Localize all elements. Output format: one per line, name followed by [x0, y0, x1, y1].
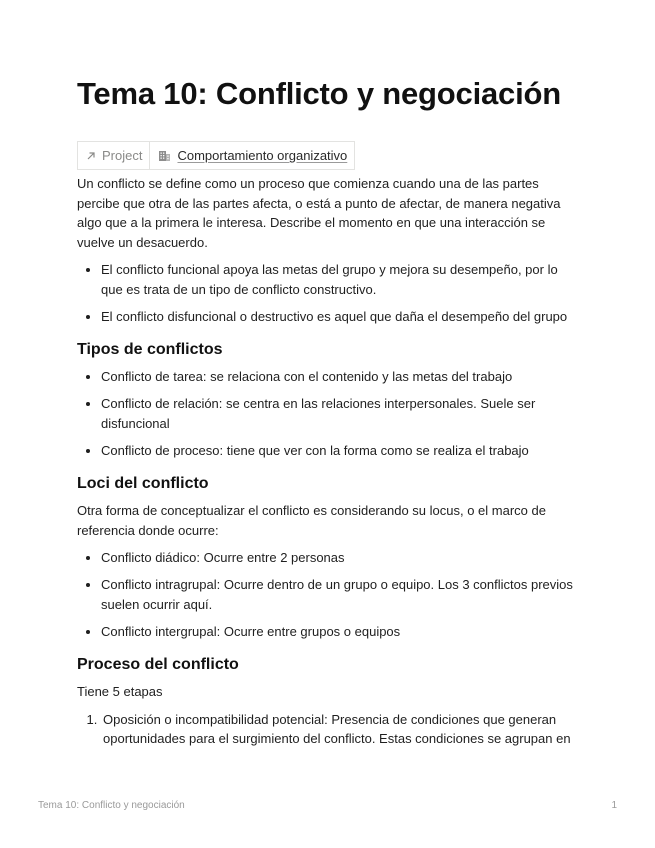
- list-item: 1. Oposición o incompatibilidad potencial: Presencia de condiciones que generan oportunidades para el surgimiento del conflicto. Estas condiciones se agrupan en: [101, 710, 582, 749]
- proceso-list: [77, 710, 582, 749]
- arrow-up-right-icon: [86, 151, 96, 161]
- loci-paragraph: Otra forma de conceptualizar el conflicto es considerando su locus, o el marco de referencia donde ocurre:: [77, 503, 546, 538]
- intro-paragraph: Un conflicto se define como un proceso que comienza cuando una de las partes percibe que otra de las partes afecta, o está a punto de afectar, de manera negativa algo que a la primera le interesa. Describe el momento en que una interacción se vuelve un desacuerdo.: [77, 176, 561, 250]
- section-heading-proceso: Proceso del conflicto: [77, 656, 239, 673]
- page-footer: [38, 800, 617, 811]
- list-item: • Conflicto de tarea: se relaciona con el contenido y las metas del trabajo: [101, 367, 582, 387]
- list-item: • Conflicto intergrupal: Ocurre entre grupos o equipos: [101, 622, 582, 642]
- page-number: 1: [611, 800, 617, 811]
- list-item: • Conflicto de relación: se centra en las relaciones interpersonales. Suele ser disfuncional: [101, 394, 582, 433]
- building-icon: [158, 149, 171, 162]
- property-key: [78, 142, 150, 169]
- proceso-paragraph: Tiene 5 etapas: [77, 684, 163, 699]
- loci-list: [77, 548, 582, 641]
- property-key-label: Project: [102, 148, 143, 163]
- project-link[interactable]: Comportamiento organizativo: [177, 148, 348, 163]
- intro-bullet-list: [77, 260, 582, 326]
- section-heading-loci: Loci del conflicto: [77, 475, 209, 492]
- list-item: • El conflicto funcional apoya las metas del grupo y mejora su desempeño, por lo que es trata de un tipo de conflicto constructivo.: [101, 260, 582, 299]
- property-value[interactable]: [150, 142, 354, 169]
- list-item: • El conflicto disfuncional o destructivo es aquel que daña el desempeño del grupo: [101, 307, 582, 327]
- property-row: [77, 141, 355, 170]
- page-content: [77, 174, 582, 757]
- tipos-list: [77, 367, 582, 460]
- page-title: Tema 10: Conflicto y negociación: [77, 76, 561, 111]
- list-item: • Conflicto diádico: Ocurre entre 2 personas: [101, 548, 582, 568]
- list-item: • Conflicto de proceso: tiene que ver con la forma como se realiza el trabajo: [101, 441, 582, 461]
- section-heading-tipos: Tipos de conflictos: [77, 341, 223, 358]
- list-item: • Conflicto intragrupal: Ocurre dentro de un grupo o equipo. Los 3 conflictos previos suelen ocurrir aquí.: [101, 575, 582, 614]
- footer-title: Tema 10: Conflicto y negociación: [38, 800, 185, 811]
